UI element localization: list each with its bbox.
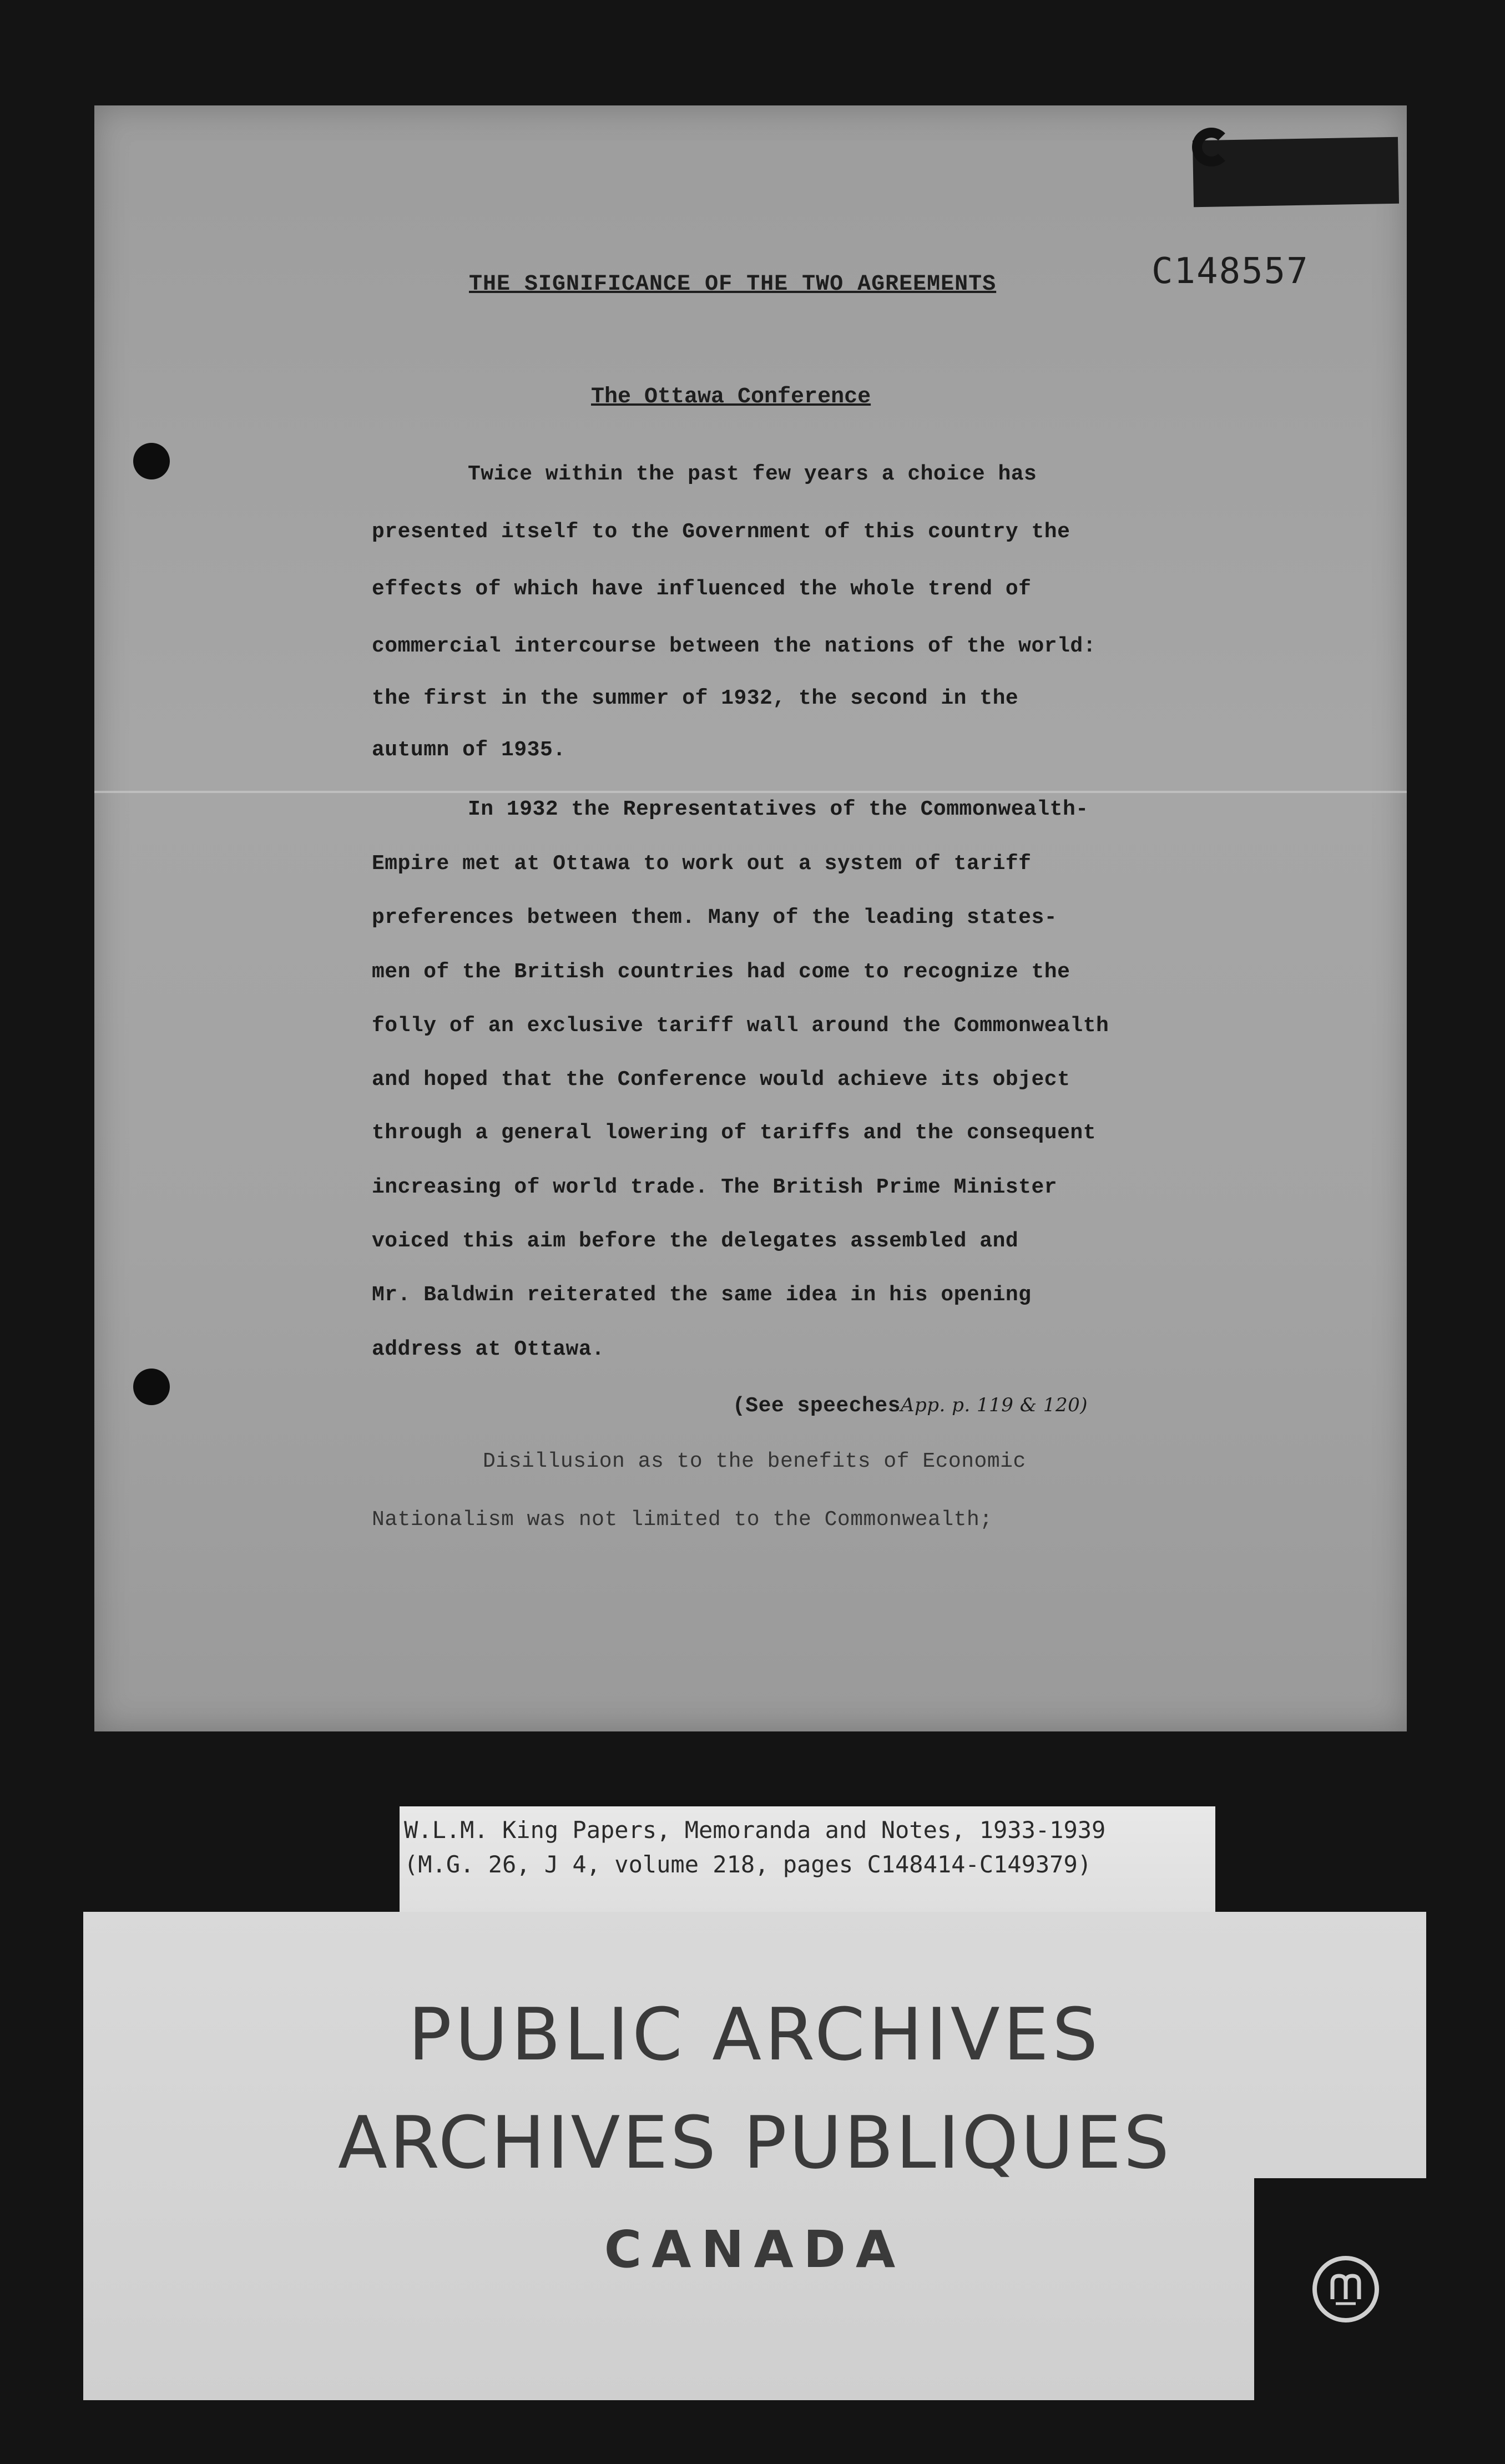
paragraph2-line: Mr. Baldwin reiterated the same idea in his opening [372, 1283, 1032, 1307]
paragraph2-line: In 1932 the Representatives of the Commonwealth- [468, 797, 1089, 821]
paragraph2-line: increasing of world trade. The British Prime Minister [372, 1175, 1058, 1199]
document-number: C148557 [1152, 251, 1309, 292]
archives-card [83, 1912, 1426, 2400]
paragraph2-line: folly of an exclusive tariff wall around the Commonwealth [372, 1014, 1109, 1038]
paragraph3-line: Disillusion as to the benefits of Economic [483, 1450, 1026, 1473]
card-line-french: ARCHIVES PUBLIQUES [337, 2101, 1172, 2185]
archive-reference-label [400, 1806, 1215, 1915]
paragraph2-line: through a general lowering of tariffs and the consequent [372, 1121, 1097, 1145]
card-line-english: PUBLIC ARCHIVES [408, 1992, 1102, 2077]
paragraph2-line: address at Ottawa. [372, 1337, 605, 1361]
tape-mark [1192, 128, 1231, 166]
speech-reference-typed: (See speeches [733, 1394, 901, 1418]
paragraph2-line: voiced this aim before the delegates assembled and [372, 1229, 1019, 1253]
reference-line-1: W.L.M. King Papers, Memoranda and Notes, 1933-1939 [404, 1816, 1106, 1844]
archives-seal-icon [1312, 2256, 1379, 2322]
paragraph1-line: presented itself to the Government of this country the [372, 520, 1070, 544]
paragraph1-line: autumn of 1935. [372, 738, 566, 762]
paragraph2-line: Empire met at Ottawa to work out a system of tariff [372, 852, 1032, 876]
document-title: THE SIGNIFICANCE OF THE TWO AGREEMENTS [469, 272, 997, 297]
paragraph1-line: Twice within the past few years a choice has [468, 462, 1037, 486]
reference-line-2: (M.G. 26, J 4, volume 218, pages C148414-C149379) [404, 1851, 1092, 1878]
sheet-crease [94, 791, 1407, 793]
document-subtitle: The Ottawa Conference [591, 385, 871, 410]
punch-hole-top [133, 443, 170, 479]
paragraph1-line: effects of which have influenced the whole trend of [372, 577, 1032, 601]
speech-reference-handwritten: App. p. 119 & 120) [900, 1394, 1088, 1416]
speech-reference [733, 1394, 1088, 1418]
paragraph2-line: preferences between them. Many of the leading states- [372, 906, 1058, 930]
paragraph1-line: the first in the summer of 1932, the second in the [372, 686, 1019, 710]
paragraph3-line: Nationalism was not limited to the Commonwealth; [372, 1508, 993, 1532]
punch-hole-bottom [133, 1369, 170, 1405]
paragraph2-line: and hoped that the Conference would achieve its object [372, 1068, 1070, 1092]
paragraph2-line: men of the British countries had come to recognize the [372, 960, 1070, 984]
paragraph1-line: commercial intercourse between the nations of the world: [372, 634, 1097, 658]
card-line-country: CANADA [604, 2220, 906, 2279]
